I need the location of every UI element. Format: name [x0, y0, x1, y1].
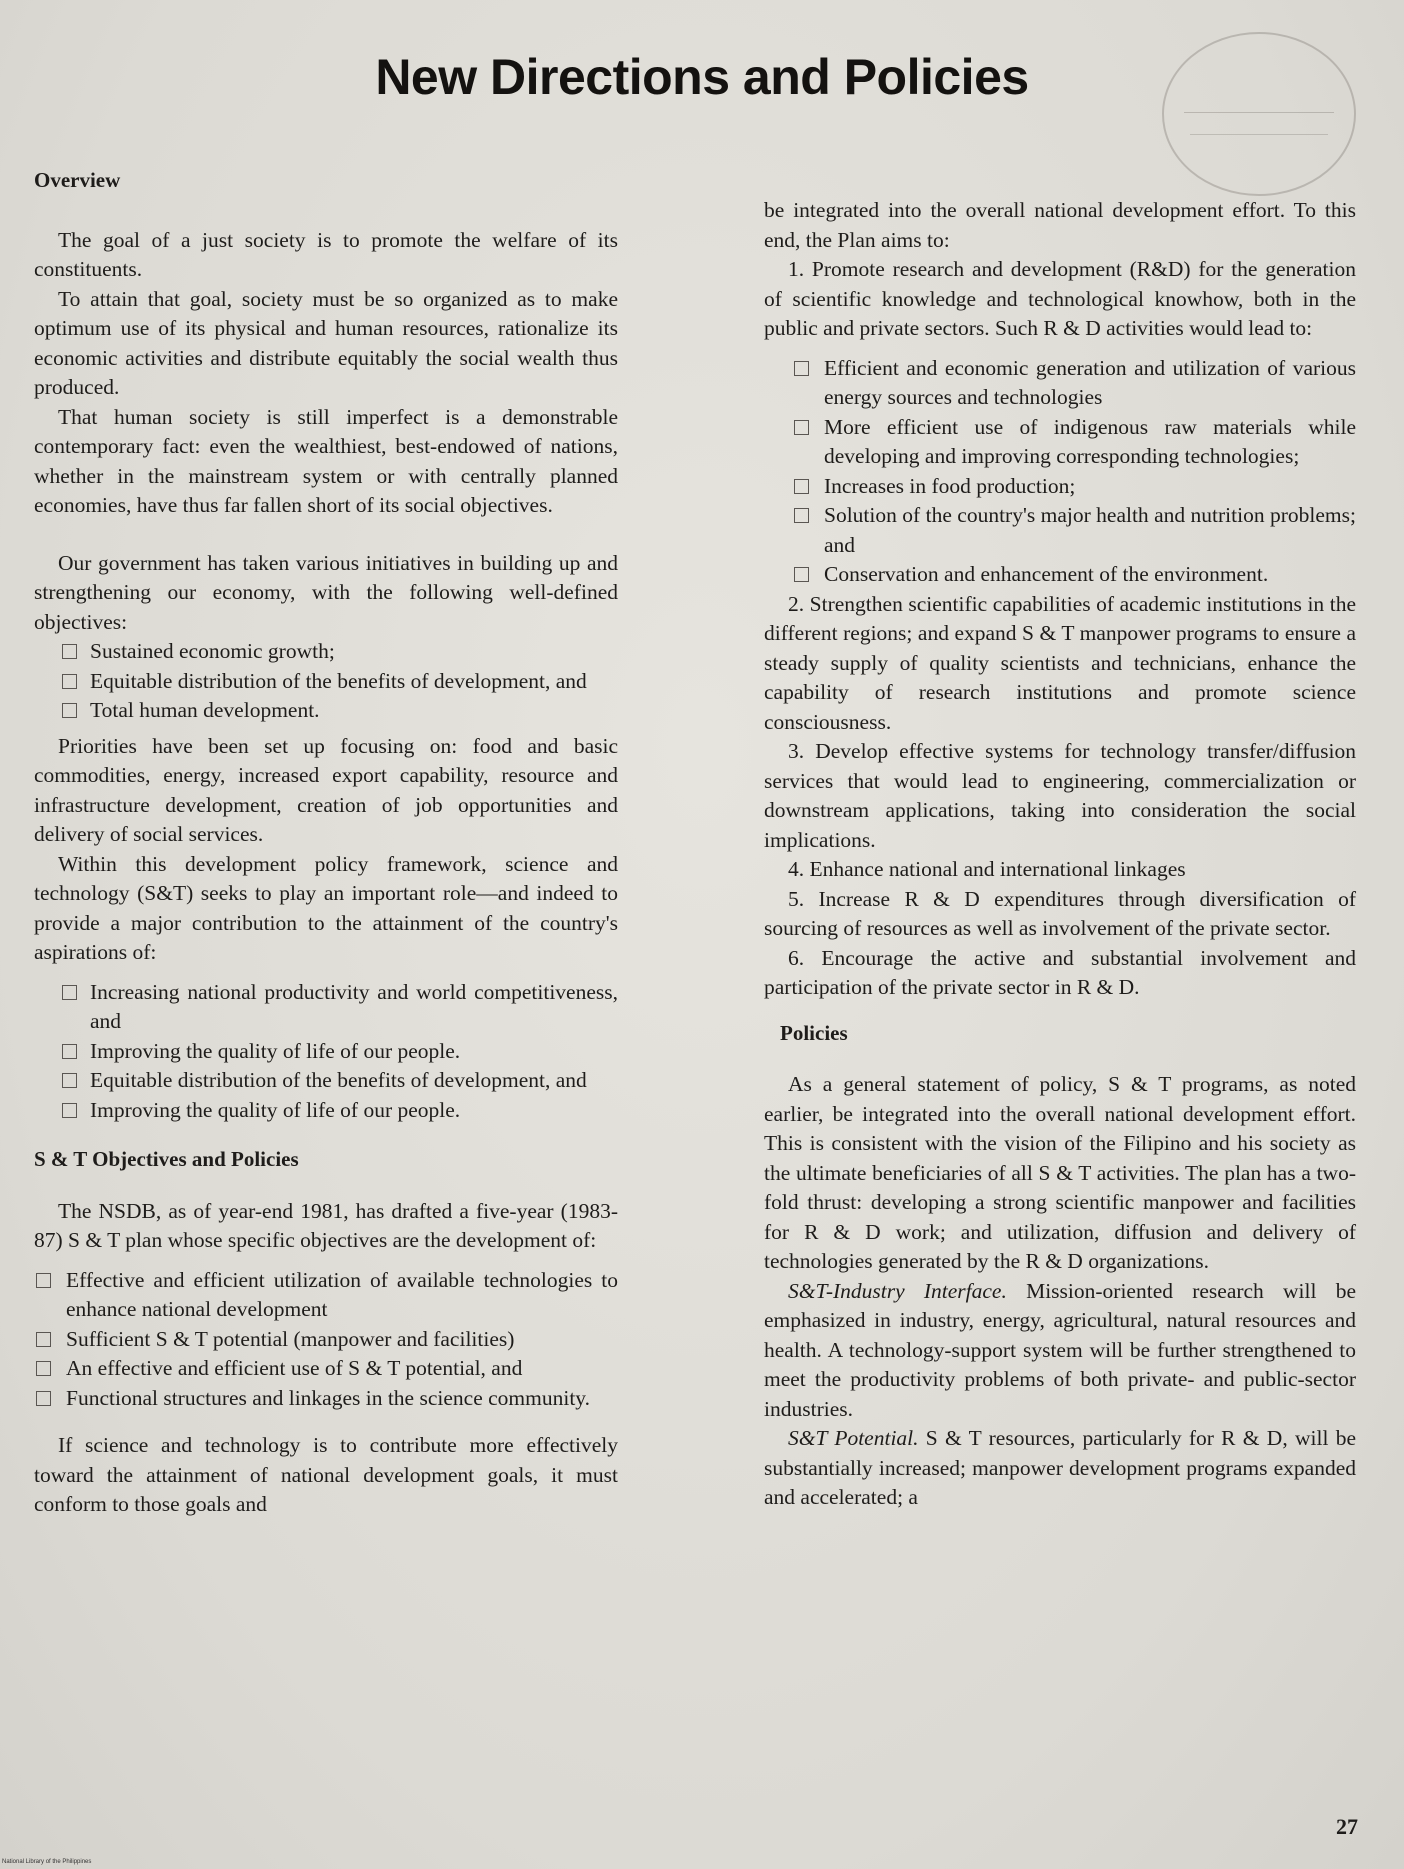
list-item: An effective and efficient use of S & T potential, and — [34, 1354, 618, 1384]
paragraph: S&T Potential. S & T resources, particularly for R & D, will be substantially increased; manpower development programs expanded and accelerated; a — [764, 1426, 1356, 1509]
checkbox-icon — [36, 1391, 51, 1406]
checkbox-icon — [794, 479, 809, 494]
paragraph: If science and technology is to contribute more effectively toward the attainment of national development goals, it must conform to those goals and — [34, 1433, 618, 1516]
list-item: Efficient and economic generation and utilization of various energy sources and technologies — [764, 354, 1356, 413]
list-item: Sustained economic growth; — [34, 637, 618, 667]
checkbox-icon — [36, 1332, 51, 1347]
list-item: Increasing national productivity and world competitiveness, and — [34, 978, 618, 1037]
aspirations-list — [34, 978, 618, 1126]
checkbox-icon — [794, 567, 809, 582]
paragraph: That human society is still imperfect is a demonstrable contemporary fact: even the wealthiest, best-endowed of nations, whether in the mainstream system or with centrally planned economies, have thus far fallen short of its social objectives. — [34, 404, 618, 517]
list-item: Equitable distribution of the benefits of development, and — [34, 667, 618, 697]
policies-heading: Policies — [780, 1020, 848, 1045]
plan-aim-4: 4. Enhance national and international linkages — [788, 857, 1186, 881]
objectives-list — [34, 637, 618, 726]
library-stamp — [1162, 32, 1356, 196]
checkbox-icon — [36, 1361, 51, 1376]
plan-aim-3: 3. Develop effective systems for technology transfer/diffusion services that would lead to engineering, commercialization or downstream applications, taking into consideration the social implications. — [764, 739, 1356, 852]
paragraph: To attain that goal, society must be so organized as to make optimum use of its physical and human resources, rationalize its economic activities and distribute equitably the social wealth thus produced. — [34, 286, 618, 399]
checkbox-icon — [62, 644, 77, 659]
list-item: Conservation and enhancement of the environment. — [764, 560, 1356, 590]
checkbox-icon — [62, 703, 77, 718]
plan-aim-2: 2. Strengthen scientific capabilities of academic institutions in the different regions; and expand S & T manpower programs to ensure a steady supply of quality scientists and technicians, enhance the capability of research institutions and promote science consciousness. — [764, 591, 1356, 734]
list-item: Equitable distribution of the benefits of development, and — [34, 1066, 618, 1096]
paragraph: As a general statement of policy, S & T programs, as noted earlier, be integrated into the overall national development effort. This is consistent with the vision of the Filipino and his society as the ultimate beneficiaries of all S & T activities. The plan has a two-fold thrust: developing a strong scientific manpower and facilities for R & D work; and utilization, diffusion and delivery of technologies generated by the R & D organizations. — [764, 1072, 1356, 1273]
checkbox-icon — [62, 1103, 77, 1118]
checkbox-icon — [62, 1073, 77, 1088]
paragraph: Priorities have been set up focusing on: food and basic commodities, energy, increased export capability, resource and infrastructure development, creation of job opportunities and delivery of social services. — [34, 733, 618, 846]
list-item: Solution of the country's major health and nutrition problems; and — [764, 501, 1356, 560]
left-column — [34, 166, 618, 1520]
paragraph: Within this development policy framework, science and technology (S&T) seeks to play an important role—and indeed to provide a major contribution to the attainment of the country's aspirations of: — [34, 851, 618, 964]
checkbox-icon — [36, 1273, 51, 1288]
plan-aim-6: 6. Encourage the active and substantial involvement and participation of the private sector in R & D. — [764, 945, 1356, 999]
st-objectives-heading: S & T Objectives and Policies — [34, 1147, 299, 1171]
checkbox-icon — [62, 1044, 77, 1059]
list-item: Total human development. — [34, 696, 618, 726]
list-item: Functional structures and linkages in the science community. — [34, 1384, 618, 1414]
rd-outcomes-list — [764, 354, 1356, 590]
paragraph: The NSDB, as of year-end 1981, has drafted a five-year (1983-87) S & T plan whose specific objectives are the development of: — [34, 1198, 618, 1252]
run-in-label: S&T-Industry Interface. — [788, 1278, 1007, 1303]
list-item: Improving the quality of life of our people. — [34, 1037, 618, 1067]
list-item: Increases in food production; — [764, 472, 1356, 502]
footer-credit: National Library of the Philippines — [2, 1859, 92, 1865]
plan-aim-5: 5. Increase R & D expenditures through diversification of sourcing of resources as well as involvement of the private sector. — [764, 886, 1356, 940]
list-item: More efficient use of indigenous raw materials while developing and improving corresponding technologies; — [764, 413, 1356, 472]
list-item: Effective and efficient utilization of available technologies to enhance national development — [34, 1266, 618, 1325]
checkbox-icon — [62, 674, 77, 689]
paragraph: be integrated into the overall national development effort. To this end, the Plan aims to: — [764, 198, 1356, 252]
paragraph: S&T-Industry Interface. Mission-oriented research will be emphasized in industry, energy, agricultural, natural resources and health. A technology-support system will be further strengthened to meet the productivity problems of both private- and public-sector industries. — [764, 1278, 1356, 1421]
overview-heading: Overview — [34, 168, 121, 192]
paragraph: The goal of a just society is to promote the welfare of its constituents. — [34, 227, 618, 281]
run-in-label: S&T Potential. — [788, 1426, 919, 1450]
st-objectives-list — [34, 1266, 618, 1414]
paragraph: Our government has taken various initiatives in building up and strengthening our economy, with the following well-defined objectives: — [34, 550, 618, 634]
checkbox-icon — [794, 420, 809, 435]
right-column — [764, 196, 1356, 1513]
list-item: Improving the quality of life of our people. — [34, 1096, 618, 1126]
checkbox-icon — [794, 361, 809, 376]
checkbox-icon — [62, 985, 77, 1000]
list-item: Sufficient S & T potential (manpower and facilities) — [34, 1325, 618, 1355]
checkbox-icon — [794, 508, 809, 523]
page-title: New Directions and Policies — [375, 49, 1029, 105]
page-number: 27 — [1336, 1814, 1358, 1839]
plan-aim-1: 1. Promote research and development (R&D) for the generation of scientific knowledge and technological knowhow, both in the public and private sectors. Such R & D activities would lead to: — [764, 257, 1356, 340]
